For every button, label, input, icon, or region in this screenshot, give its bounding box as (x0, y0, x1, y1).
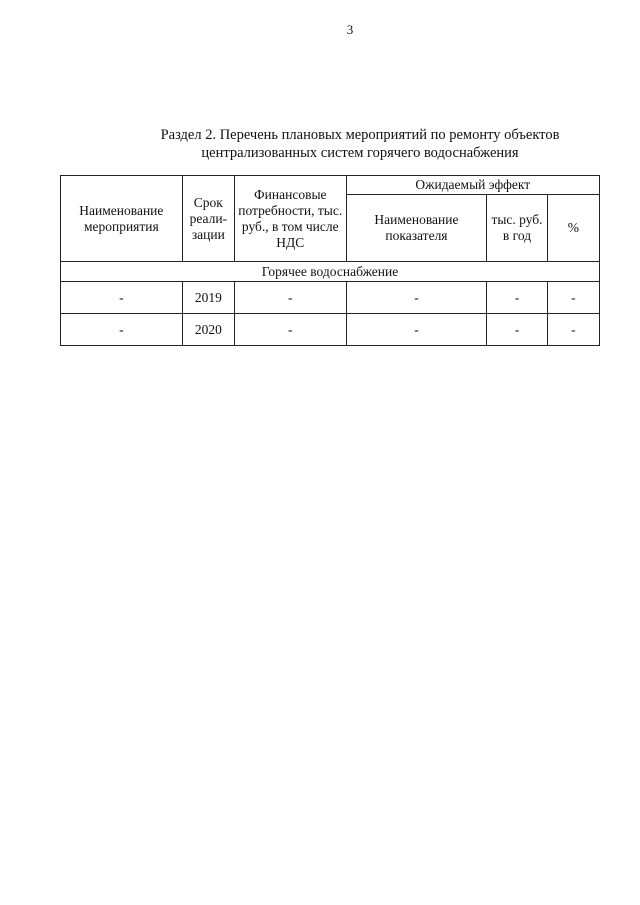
cell-financial: - (234, 282, 346, 314)
cell-term: 2020 (182, 314, 234, 346)
header-rub-per-year: тыс. руб. в год (487, 195, 547, 262)
section-hot-water: Горячее водоснабжение (61, 262, 600, 282)
table-section-row (61, 262, 600, 282)
cell-percent: - (547, 282, 599, 314)
cell-rub-per-year: - (487, 314, 547, 346)
page-number: 3 (346, 22, 354, 37)
measures-table (60, 175, 600, 346)
cell-rub-per-year: - (487, 282, 547, 314)
cell-indicator: - (346, 282, 487, 314)
section-title (60, 126, 640, 162)
header-expected-effect: Ожидаемый эффект (346, 176, 599, 195)
section-title-line-2: централизованных систем горячего водоснабжения (201, 145, 519, 161)
table-row (61, 314, 600, 346)
cell-financial: - (234, 314, 346, 346)
header-percent: % (547, 195, 599, 262)
header-measure-name: Наименование мероприятия (61, 176, 183, 262)
cell-indicator: - (346, 314, 487, 346)
header-indicator-name: Наименование показателя (346, 195, 487, 262)
header-term: Срок реали-зации (182, 176, 234, 262)
table-row (61, 282, 600, 314)
cell-percent: - (547, 314, 599, 346)
cell-measure-name: - (61, 282, 183, 314)
cell-term: 2019 (182, 282, 234, 314)
section-title-line-1: Раздел 2. Перечень плановых мероприятий по ремонту объектов (160, 127, 560, 143)
cell-measure-name: - (61, 314, 183, 346)
header-financial-needs: Финансовые потребности, тыс. руб., в том числе НДС (234, 176, 346, 262)
table-header-row (61, 176, 600, 195)
